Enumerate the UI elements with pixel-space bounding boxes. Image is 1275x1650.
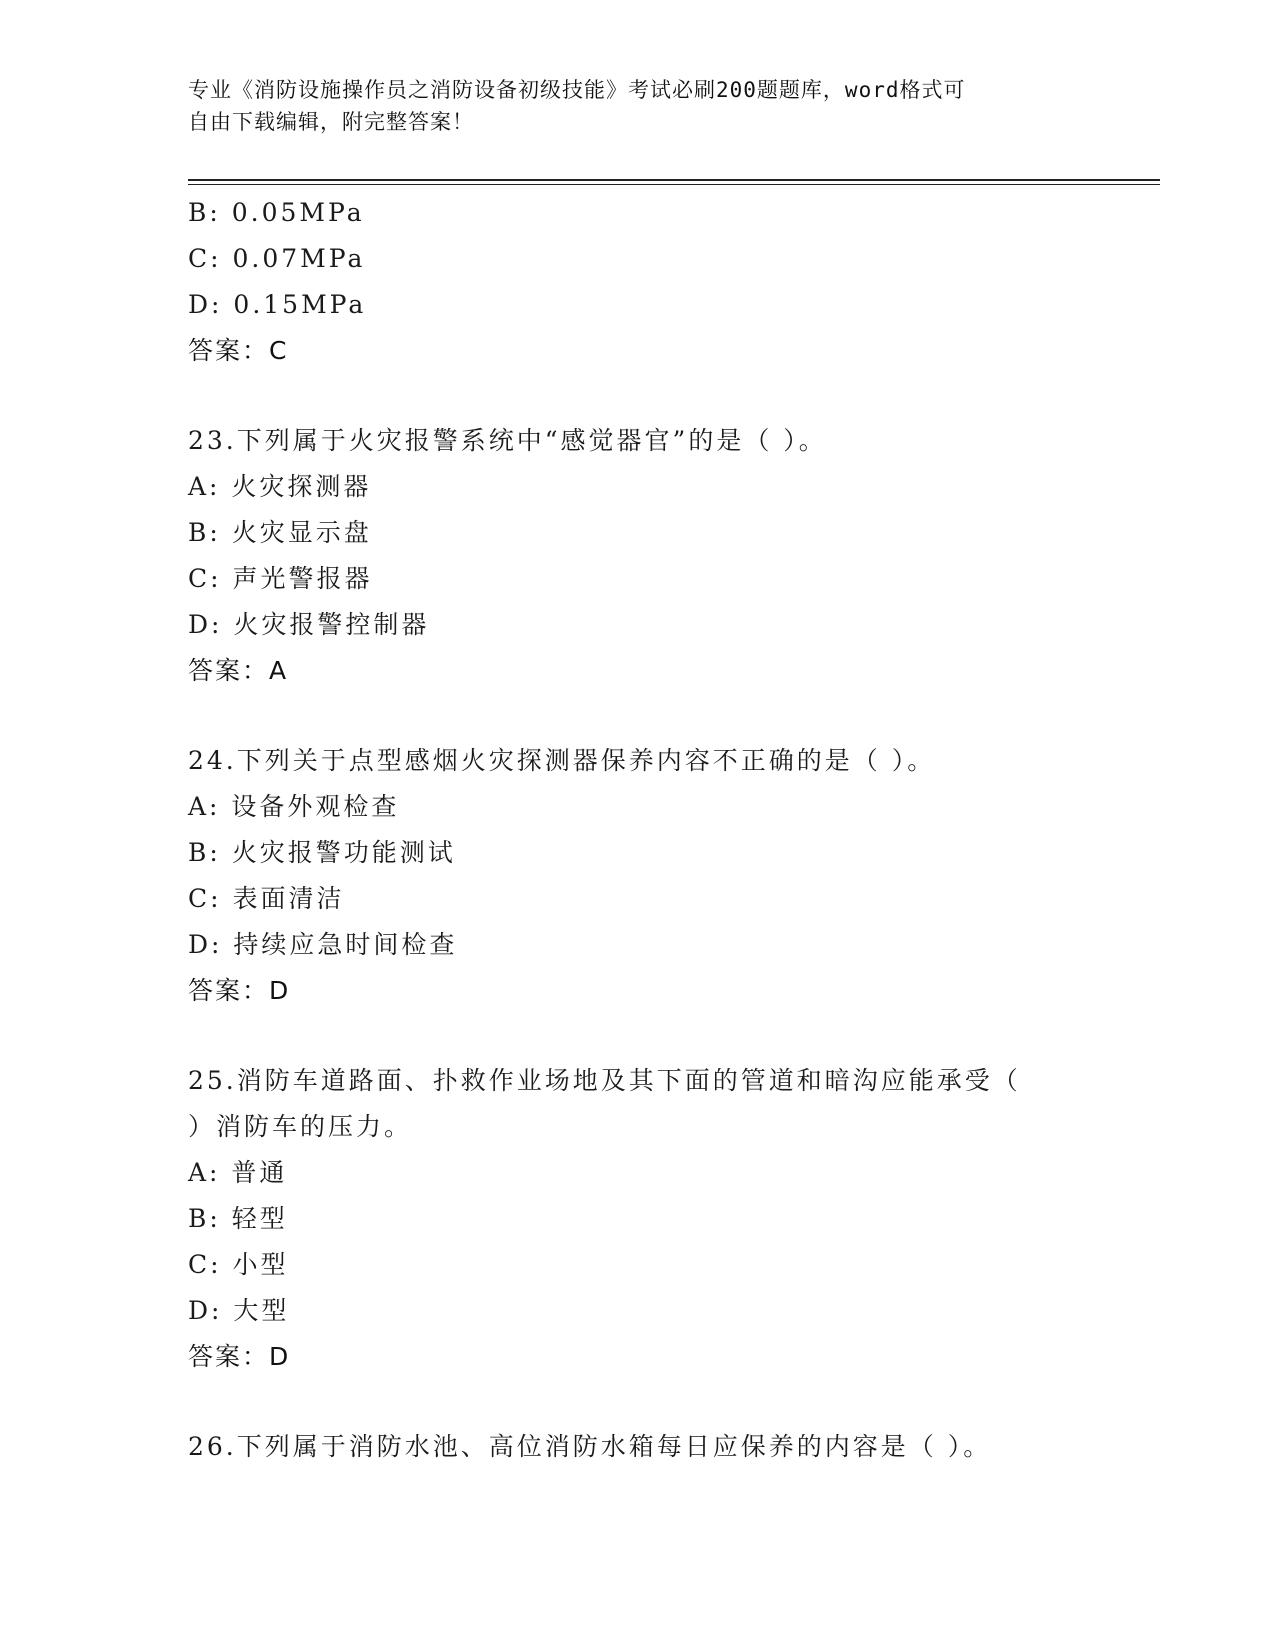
- header-divider-thick: [188, 179, 1160, 181]
- option-d: D: 大型: [188, 1296, 290, 1325]
- option-a: A: 设备外观检查: [188, 792, 400, 821]
- question-26: [188, 1424, 1088, 1470]
- answer-line: 答案：A: [188, 656, 289, 685]
- question-content: [188, 190, 1088, 1470]
- option-b: B: 火灾显示盘: [188, 518, 372, 547]
- document-header: [188, 74, 1088, 138]
- option-c: C: 0.07MPa: [188, 244, 366, 273]
- question-24: [188, 738, 1088, 1014]
- option-d: D: 持续应急时间检查: [188, 930, 458, 959]
- question-text: 24.下列关于点型感烟火灾探测器保养内容不正确的是（ ）。: [188, 746, 936, 775]
- answer-line: 答案：C: [188, 336, 289, 365]
- header-divider-thin: [188, 184, 1160, 185]
- option-a: A: 火灾探测器: [188, 472, 372, 501]
- option-c: C: 小型: [188, 1250, 289, 1279]
- option-b: B: 轻型: [188, 1204, 288, 1233]
- answer-line: 答案：D: [188, 976, 291, 1005]
- question-23: [188, 418, 1088, 694]
- option-d: D: 0.15MPa: [188, 290, 367, 319]
- question-text: 23.下列属于火灾报警系统中“感觉器官”的是（ ）。: [188, 426, 827, 455]
- option-a: A: 普通: [188, 1158, 288, 1187]
- option-b: B: 火灾报警功能测试: [188, 838, 456, 867]
- option-c: C: 表面清洁: [188, 884, 345, 913]
- question-text-line-2: ）消防车的压力。: [188, 1112, 413, 1141]
- header-line-2: 自由下载编辑，附完整答案！: [188, 110, 474, 134]
- header-line-1: 专业《消防设施操作员之消防设备初级技能》考试必刷200题题库，word格式可: [188, 78, 966, 102]
- option-d: D: 火灾报警控制器: [188, 610, 430, 639]
- option-c: C: 声光警报器: [188, 564, 373, 593]
- question-text-line-1: 25.消防车道路面、扑救作业场地及其下面的管道和暗沟应能承受（: [188, 1066, 1021, 1095]
- question-text: 26.下列属于消防水池、高位消防水箱每日应保养的内容是（ ）。: [188, 1432, 992, 1461]
- option-b: B: 0.05MPa: [188, 198, 365, 227]
- question-25: [188, 1058, 1088, 1380]
- answer-line: 答案：D: [188, 1342, 291, 1371]
